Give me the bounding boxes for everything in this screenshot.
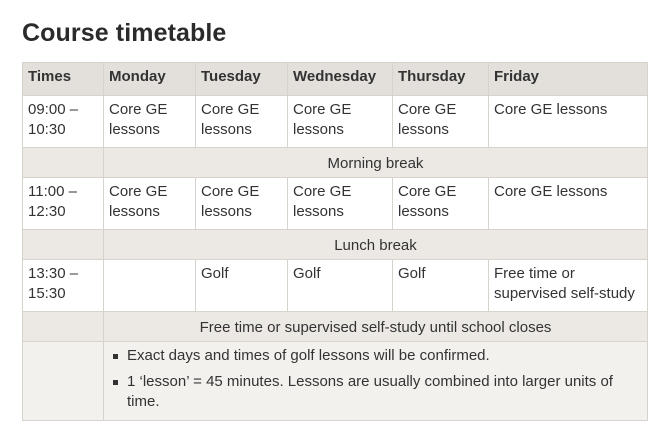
header-wednesday: Wednesday xyxy=(288,63,393,96)
break-row xyxy=(23,230,648,260)
lesson-cell-wednesday: Golf xyxy=(288,260,393,312)
closing-cell: Free time or supervised self-study until school closes xyxy=(104,312,648,342)
lesson-cell-tuesday: Golf xyxy=(196,260,288,312)
break-time-cell xyxy=(23,230,104,260)
table-row xyxy=(23,96,648,148)
header-friday: Friday xyxy=(489,63,648,96)
morning-break-cell: Morning break xyxy=(104,148,648,178)
lesson-cell-thursday: Core GE lessons xyxy=(393,96,489,148)
header-times: Times xyxy=(23,63,104,96)
lesson-cell-friday: Core GE lessons xyxy=(489,178,648,230)
lesson-cell-tuesday: Core GE lessons xyxy=(196,96,288,148)
header-row xyxy=(23,63,648,96)
notes-list xyxy=(109,346,642,412)
table-row xyxy=(23,260,648,312)
lesson-cell-thursday: Core GE lessons xyxy=(393,178,489,230)
timetable xyxy=(22,62,648,421)
lesson-cell-monday: Core GE lessons xyxy=(104,96,196,148)
break-time-cell xyxy=(23,148,104,178)
lesson-cell-wednesday: Core GE lessons xyxy=(288,178,393,230)
lesson-cell-monday xyxy=(104,260,196,312)
closing-row xyxy=(23,312,648,342)
lesson-cell-wednesday: Core GE lessons xyxy=(288,96,393,148)
note-item: Exact days and times of golf lessons will be confirmed. xyxy=(127,346,642,366)
closing-time-cell xyxy=(23,312,104,342)
page-title: Course timetable xyxy=(22,19,227,47)
lesson-cell-tuesday: Core GE lessons xyxy=(196,178,288,230)
note-item: 1 ‘lesson’ = 45 minutes. Lessons are usually combined into larger units of time. xyxy=(127,372,642,412)
header-thursday: Thursday xyxy=(393,63,489,96)
lesson-cell-monday: Core GE lessons xyxy=(104,178,196,230)
time-cell: 13:30 – 15:30 xyxy=(23,260,104,312)
lesson-cell-friday: Free time or supervised self-study xyxy=(489,260,648,312)
header-monday: Monday xyxy=(104,63,196,96)
break-row xyxy=(23,148,648,178)
lesson-cell-friday: Core GE lessons xyxy=(489,96,648,148)
time-cell: 09:00 – 10:30 xyxy=(23,96,104,148)
lunch-break-cell: Lunch break xyxy=(104,230,648,260)
table-row xyxy=(23,178,648,230)
lesson-cell-thursday: Golf xyxy=(393,260,489,312)
time-cell: 11:00 – 12:30 xyxy=(23,178,104,230)
header-tuesday: Tuesday xyxy=(196,63,288,96)
